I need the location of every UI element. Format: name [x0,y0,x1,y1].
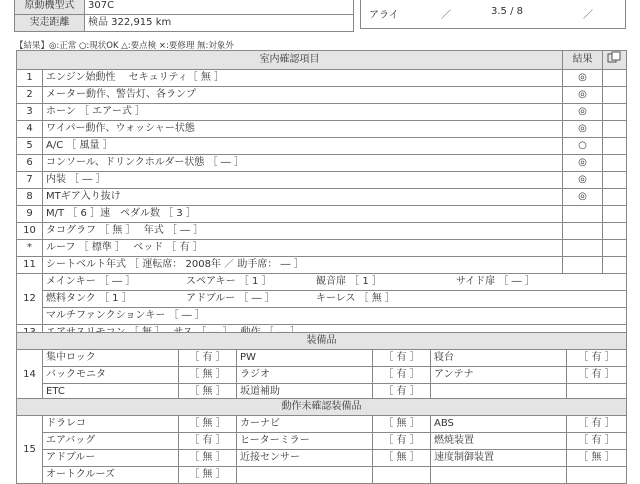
row-number: 11 [17,257,43,274]
equipment-value [179,433,237,450]
row-number: 7 [17,172,43,189]
row-text: M/T ［ 6 ］速 ペダル数 ［ 3 ］ [43,206,563,223]
equipment-value-text: ［ 有 ］ [383,352,420,363]
equipment-value [373,350,431,367]
row-number: 8 [17,189,43,206]
equipment-value [567,350,627,367]
row-extra [603,104,627,121]
adblue: アドブルー ［ ― ］ [186,293,275,304]
equipment-name: エアバッグ [43,433,179,450]
row-text: エンジン始動性 セキュリティ［ 無 ］ [43,70,563,87]
alignment-slash-2: ／ [583,10,593,21]
equipment-name: ラジオ [237,367,373,384]
row-extra [603,257,627,274]
legend: 【結果】◎:正常 ○:現状OK △:要点検 ×:要修理 無:対象外 [15,41,234,51]
row-number: 3 [17,104,43,121]
equipment-name: 速度制御装置 [431,450,567,467]
equipment-name: ABS [431,416,567,433]
equipment-row [17,433,627,450]
row-extra [603,206,627,223]
equipment-value [179,367,237,384]
section-number: 15 [17,416,43,484]
row-result [563,257,603,274]
row-text: 内装 ［ ― ］ [43,172,563,189]
equipment-value-text: ［ 無 ］ [189,418,226,429]
row-result: ◎ [563,87,603,104]
row-result: ◎ [563,189,603,206]
equipment-row [17,416,627,433]
engine-model-label: 原動機型式 [15,0,85,15]
equipment-value [567,450,627,467]
equipment-name: ETC [43,384,179,401]
equipment-value [179,467,237,484]
equipment-value [179,416,237,433]
equipment-value-text: ［ 有 ］ [578,369,615,380]
equipment-value-text: ［ 無 ］ [578,452,615,463]
equipment-table [16,332,627,401]
equipment-name [237,467,373,484]
equipment-value-text: ［ 有 ］ [189,352,226,363]
check-row [17,87,627,104]
fuel-tank: 燃料タンク ［ 1 ］ [46,293,132,304]
equipment-value-text: ［ 無 ］ [189,386,226,397]
row-extra [603,155,627,172]
check-row [17,121,627,138]
row-text: ワイパー動作、ウォッシャー状態 [43,121,563,138]
row-result: ◎ [563,104,603,121]
equipment-name: ドラレコ [43,416,179,433]
row-extra [603,121,627,138]
equipment-value-text: ［ 無 ］ [189,469,226,480]
equipment-value-text: ［ 有 ］ [383,369,420,380]
alignment-slash-1: ／ [441,10,451,21]
equipment-name: カーナビ [237,416,373,433]
row-extra [603,87,627,104]
interior-check-title: 室内確認項目 [17,51,563,70]
equipment-row [17,350,627,367]
check-row [17,257,627,274]
equipment-name: 燃焼装置 [431,433,567,450]
equipment-value [179,350,237,367]
equipment-value [179,450,237,467]
row-number: 6 [17,155,43,172]
unchecked-title: 動作未確認装備品 [17,399,627,416]
equipment-value [373,367,431,384]
row-number: * [17,240,43,257]
top-info [14,0,354,32]
row-number: 12 [17,274,43,325]
equipment-value-text: ［ 有 ］ [578,435,615,446]
check-row [17,189,627,206]
equipment-value-text: ［ 有 ］ [189,435,226,446]
equipment-name: 寝台 [431,350,567,367]
check-row [17,155,627,172]
equipment-value [373,467,431,484]
mileage-label: 実走距離 [15,15,85,32]
equipment-name: アドブルー [43,450,179,467]
equipment-value-text: ［ 無 ］ [383,418,420,429]
equipment-name: バックモニタ [43,367,179,384]
row-text: ホーン ［ エアー式 ］ [43,104,563,121]
row12-line1 [43,274,627,291]
equipment-value-text: ［ 無 ］ [383,452,420,463]
mileage-value: 検品 322,915 km [85,15,354,32]
equipment-value-text: ［ 有 ］ [383,386,420,397]
row-result: ◎ [563,70,603,87]
row-number: 4 [17,121,43,138]
row12-line3: マルチファンクションキー ［ ― ］ [43,308,627,325]
row-extra [603,172,627,189]
equipment-row [17,367,627,384]
equipment-value [567,467,627,484]
interior-check-table [16,50,627,342]
keyless: キーレス ［ 無 ］ [316,293,396,304]
equipment-name: 近接センサー [237,450,373,467]
row-number: 1 [17,70,43,87]
alignment-value: 3.5 / 8 [491,6,523,17]
unchecked-equipment-table [16,398,627,484]
row-result: ◎ [563,172,603,189]
row-text: ルーフ ［ 標準 ］ ベッド ［ 有 ］ [43,240,563,257]
main-key: メインキー ［ ― ］ [46,276,136,287]
copy-icon [603,51,627,70]
equipment-value [373,450,431,467]
row-extra [603,189,627,206]
row-extra [603,240,627,257]
row-number: 5 [17,138,43,155]
row-result: ◎ [563,121,603,138]
equipment-value [567,367,627,384]
row-extra [603,138,627,155]
equipment-value-text: ［ 有 ］ [578,352,615,363]
row-extra [603,223,627,240]
row-number: 10 [17,223,43,240]
side-door: サイド扉 ［ ― ］ [456,276,535,287]
row-extra [603,70,627,87]
spare-key: スペアキー ［ 1 ］ [186,276,272,287]
check-row [17,206,627,223]
row12-line2 [43,291,627,308]
equipment-name: 集中ロック [43,350,179,367]
check-row [17,240,627,257]
equipment-name: ヒーターミラー [237,433,373,450]
row-result: ○ [563,138,603,155]
check-row [17,70,627,87]
row-text: コンソール、ドリンクホルダー状態 ［ ― ］ [43,155,563,172]
equipment-value [567,416,627,433]
equipment-name: PW [237,350,373,367]
equipment-name [431,467,567,484]
check-row [17,172,627,189]
equipment-name: 坂道補助 [237,384,373,401]
equipment-title: 装備品 [17,333,627,350]
row-text: MTギア入り抜け [43,189,563,206]
row-result [563,206,603,223]
row-text: A/C ［ 風量 ］ [43,138,563,155]
equipment-value-text: ［ 有 ］ [383,435,420,446]
equipment-value [373,433,431,450]
check-row [17,104,627,121]
kannon-door: 観音扉 ［ 1 ］ [316,276,382,287]
equipment-row [17,450,627,467]
row-text: シートベルト年式 ［ 運転席： 2008年 ／ 助手席： ― ］ [43,257,563,274]
equipment-name: オートクルーズ [43,467,179,484]
section-number: 14 [17,350,43,401]
row-text: タコグラフ ［ 無 ］ 年式 ［ ― ］ [43,223,563,240]
equipment-value-text: ［ 無 ］ [189,369,226,380]
alignment-label: アライ [369,10,399,21]
row-result [563,223,603,240]
equipment-name: アンテナ [431,367,567,384]
alignment-box [360,0,626,29]
engine-model-value: 307C [85,0,354,15]
check-row [17,223,627,240]
row-number: 9 [17,206,43,223]
equipment-value [567,433,627,450]
row-result: ◎ [563,155,603,172]
equipment-row [17,467,627,484]
row-number: 2 [17,87,43,104]
row-result [563,240,603,257]
equipment-value-text: ［ 無 ］ [189,452,226,463]
equipment-value [373,416,431,433]
result-header: 結果 [563,51,603,70]
equipment-value-text: ［ 有 ］ [578,418,615,429]
row-text: メーター動作、警告灯、各ランプ [43,87,563,104]
check-row [17,138,627,155]
